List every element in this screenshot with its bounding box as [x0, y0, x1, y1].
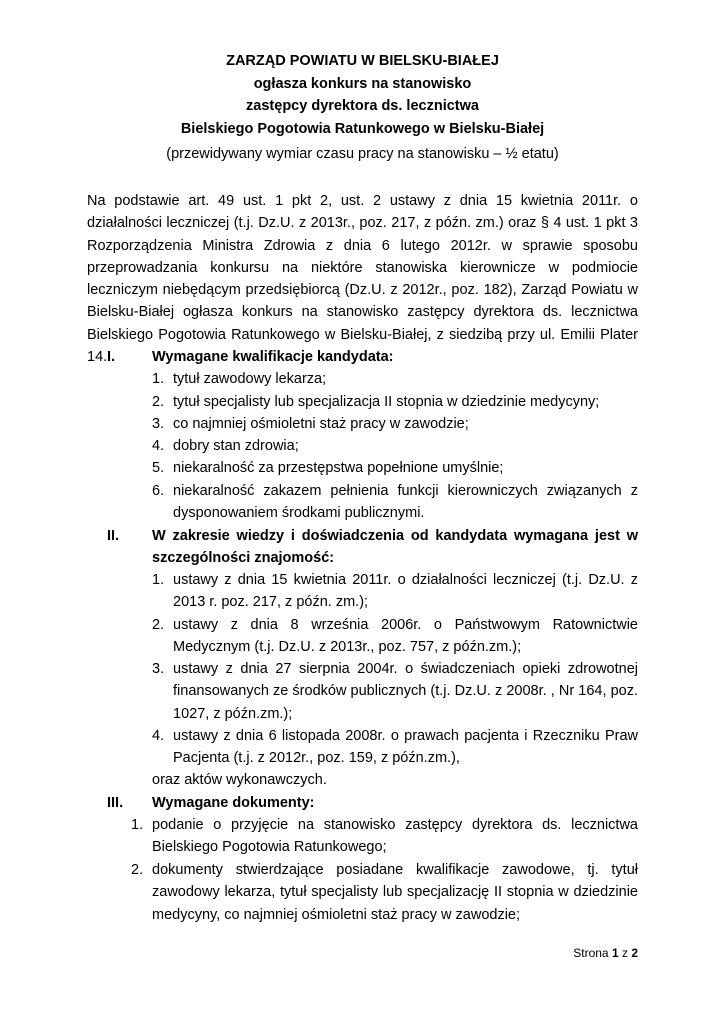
header-line-2: ogłasza konkurs na stanowisko [253, 75, 472, 92]
s1-item-4-number: 4. [152, 438, 165, 454]
s1-item-5-text: niekaralność za przestępstwa popełnione umyślnie; [173, 460, 504, 476]
s3-item-2-number: 2. [131, 862, 144, 878]
s2-tail-text: oraz aktów wykonawczych. [152, 772, 327, 788]
s1-item-1-text: tytuł zawodowy lekarza; [173, 371, 327, 387]
section-3-title: Wymagane dokumenty: [152, 795, 315, 811]
document-header [0, 50, 725, 165]
s1-item-3-text: co najmniej ośmioletni staż pracy w zawodzie; [173, 416, 469, 432]
section-1-title: Wymagane kwalifikacje kandydata: [152, 349, 394, 365]
s3-item-1-number: 1. [131, 817, 144, 833]
s2-item-4-number: 4. [152, 728, 165, 744]
s1-item-3-number: 3. [152, 416, 165, 432]
s1-item-6-number: 6. [152, 483, 165, 499]
s1-item-6-text: niekaralność zakazem pełnienia funkcji kierowniczych związanych z dysponowaniem środkami publicznymi. [173, 483, 638, 522]
footer-page-number: 1 [611, 946, 619, 960]
s2-item-2-text: ustawy z dnia 8 września 2006r. o Państwowym Ratownictwie Medycznym (t.j. Dz.U. z 2013r., poz. 757, z późn.zm.); [173, 617, 638, 656]
s2-item-3-text: ustawy z dnia 27 sierpnia 2004r. o świadczeniach opieki zdrowotnej finansowanych ze środków publicznych (t.j. Dz.U. z 2008r. , Nr 164, poz. 1027, z późn.zm.); [173, 661, 638, 722]
section-1-numeral: I. [107, 349, 116, 365]
section-2-numeral: II. [107, 528, 120, 544]
s1-item-4-text: dobry stan zdrowia; [173, 438, 299, 454]
footer-label: Strona [573, 946, 609, 960]
footer-separator: z [621, 946, 628, 960]
s2-item-4-text: ustawy z dnia 6 listopada 2008r. o prawach pacjenta i Rzeczniku Praw Pacjenta (t.j. z 2012r., poz. 159, z późn.zm.), [173, 728, 638, 767]
s2-item-3-number: 3. [152, 661, 165, 677]
intro-paragraph: Na podstawie art. 49 ust. 1 pkt 2, ust. 2 ustawy z dnia 15 kwietnia 2011r. o działalności leczniczej (t.j. Dz.U. z 2013r., poz. 217, z późn. zm.) oraz § 4 ust. 1 pkt 3 Rozporządzenia Ministra Zdrowia z dnia 6 lutego 2012r. w sprawie sposobu przeprowadzania konkursu na niektóre stanowiska kierownicze w podmiocie leczniczym niebędącym przedsiębiorcą (Dz.U. z 2012r., poz. 182), Zarząd Powiatu w Bielsku-Białej ogłasza konkurs na stanowisko zastępcy dyrektora ds. lecznictwa Bielskiego Pogotowia Ratunkowego w Bielsku-Białej, z siedzibą przy ul. Emilii Plater 14. [87, 193, 638, 366]
s2-item-2-number: 2. [152, 617, 165, 633]
header-line-1: ZARZĄD POWIATU W BIELSKU-BIAŁEJ [226, 53, 499, 69]
header-line-3: zastępcy dyrektora ds. lecznictwa [246, 98, 479, 114]
header-subtitle: (przewidywany wymiar czasu pracy na stanowisku – ½ etatu) [166, 146, 559, 162]
section-2-title: W zakresie wiedzy i doświadczenia od kandydata wymagana jest w szczególności znajomość: [152, 528, 638, 567]
s2-item-1-number: 1. [152, 572, 165, 588]
s3-item-1-text: podanie o przyjęcie na stanowisko zastępcy dyrektora ds. lecznictwa Bielskiego Pogotowia Ratunkowego; [152, 817, 638, 856]
header-line-4: Bielskiego Pogotowia Ratunkowego w Bielsku-Białej [180, 120, 545, 137]
s1-item-2-text: tytuł specjalisty lub specjalizacja II stopnia w dziedzinie medycyny; [173, 394, 600, 410]
s1-item-1-number: 1. [152, 371, 165, 387]
s3-item-2-text: dokumenty stwierdzające posiadane kwalifikacje zawodowe, tj. tytuł zawodowy lekarza, tytuł specjalisty lub specjalizację II stopnia w dziedzinie medycyny, co najmniej ośmioletni staż pracy w zawodzie; [152, 862, 638, 923]
section-3-numeral: III. [107, 795, 124, 811]
s2-item-1-text: ustawy z dnia 15 kwietnia 2011r. o działalności leczniczej (t.j. Dz.U. z 2013 r. poz. 217, z późn. zm.); [173, 572, 638, 611]
s1-item-2-number: 2. [152, 394, 165, 410]
footer-total-pages: 2 [631, 946, 638, 960]
page-footer [573, 946, 638, 960]
s1-item-5-number: 5. [152, 460, 165, 476]
